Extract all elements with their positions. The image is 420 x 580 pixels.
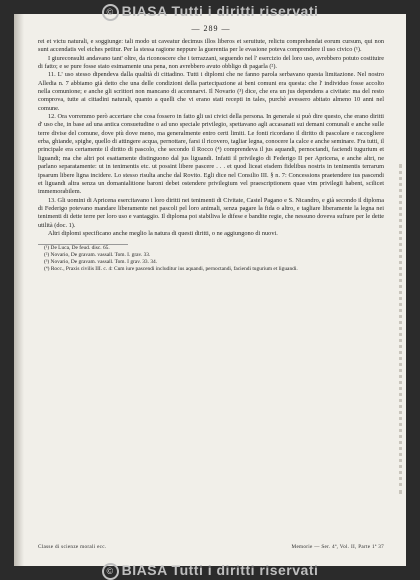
paragraph: 11. L' uso stesso dipendeva dalla qualità di cittadino. Tutti i diplomi che ne fanno parola serbavano questa limitazione. Nel nostro Alledia n. 7 abbiamo già detto che una delle condizioni della partecipazione ai beni comuni era questa: che l' individuo fosse accolto nella comunione; e anche gli scrittori non mancano di accennarvi. Il Novario (³) dice, che era un jus dependens a civitate: ma del resto comprova, tutte ai cittadini naturali, quanto a quelli che vi erano stati recepti in tales, purchè avessero abitato almeno 10 anni nel comune.: [38, 71, 384, 112]
copyright-icon: ©: [102, 563, 119, 580]
document-page: [14, 14, 406, 566]
footnote: (³) Novario, De gravam. vassall. Tom. I grav. 33. 34.: [44, 259, 158, 266]
paragraph: Altri diplomi specificano anche meglio la natura di questi diritti, o ne aggiungono di nuovi.: [48, 229, 278, 237]
paragraph: 12. Ora vorremmo però accertare che cosa fossero in fatto gli usi civici della persona. In generale si può dire questo, che erano diritti d' uso che, in base ad una antica consuetudine o ad uno speciale privilegio, spettavano agli accasanati sui demani comunali e anche sulle terre divise del comune, dove più dove meno, ma generalmente entro certi limiti. Le fonti ricordano il diritto di pascolare e raccogliere erba, ghiande, spighe, quello di attingere acqua, pernottare, farsi il ricovero, tagliar legna, conocere la calce e anche seminare. Fra tutti, il principale era certamente il diritto di pascolo, che secondo il Rocco (⁴) comprendeva il jus aquandi, pernoctandi, faciendi tugurium et liguandi; ma che altri poi esattamente distinguono dal jus liguandi. Infatti il privilegio di Federigo II per Apricena, e anche altri, ne parlano separatamente: ut in tenimentis etc. ut possint libere pascere . . . et quod liceat eisdem fidelibus nostris in tenimentis terrarum ipsarum libere ligna incidere. Lo stesso risulta anche dal Rovito. Egli dice nel Consilio III. § n. 7: Concessions praetendere ius pascendi et liguandi altra senza un domanialitione baroni debet ostendere privilegium vel praescriptionem quae vim privilegii habent, scilicet immemorabilem.: [38, 113, 384, 196]
watermark-bottom: © BIASA Tutti i diritti riservati: [0, 562, 420, 580]
watermark-top: © BIASA Tutti i diritti riservati: [0, 3, 420, 21]
paragraph: rei et victu naturali, e soggiunge: tali modo ut caveatur decimus illos liberos et seruitute, relictu comprehendat eorum cursum, qui non sunt accendatis vel eiches petitur. Per la stessa ragione neppure la guerentia per le evasione poteva comprendere il uso civico (¹).: [38, 38, 384, 54]
page-number: — 289 —: [191, 24, 231, 33]
paragraph: I giureconsulti andavano tant' oltre, da riconoscere che i terrazzani, seguendo nel l' esercizio del loro uso, avrebbero potuto costituire di fatto; e se pure fosse stato esimamente una pena, non avrebbero avuto obbligo di pagarla (²).: [38, 54, 384, 71]
footnote: (¹) De Luca, De feud. disc. 65.: [44, 245, 110, 252]
footer-left: Classe di scienze morali ecc.: [38, 544, 107, 550]
body-text: [38, 38, 384, 238]
footnote: (²) Novario, De gravam. vassall. Tom. I. grav. 33.: [44, 252, 151, 259]
footnote: (⁴) Rocc., Praxis civilis III. c. 4: Cum iure pascendi includitur ius aquandi, pernoctandi, faciendi tugurium et liguandi.: [44, 266, 298, 273]
seal-edge: [389, 164, 402, 494]
page-footer: [38, 544, 384, 550]
paragraph: 13. Gli uomini di Apricena esercitavano i loro diritti nei tenimenti di Civitate, Castel Pagano e S. Nicandro, e già secondo il diploma di Federigo potevano mandare liberamente nei pascoli pel loro animali, senza pagare la fida o altro, e tagliare liberamente la legna nei tenimenti di dette terre per loro uso e vantaggio. Il diploma poi stabiliva le difese e bandite regie, che nessuno doveva sufrare per le dette utilità (doc. 1).: [38, 196, 384, 229]
footer-right: Memorie — Ser. 4ª, Vol. II, Parte 1ª 37: [291, 544, 384, 550]
copyright-icon: ©: [102, 4, 119, 21]
footnotes: [38, 245, 384, 273]
